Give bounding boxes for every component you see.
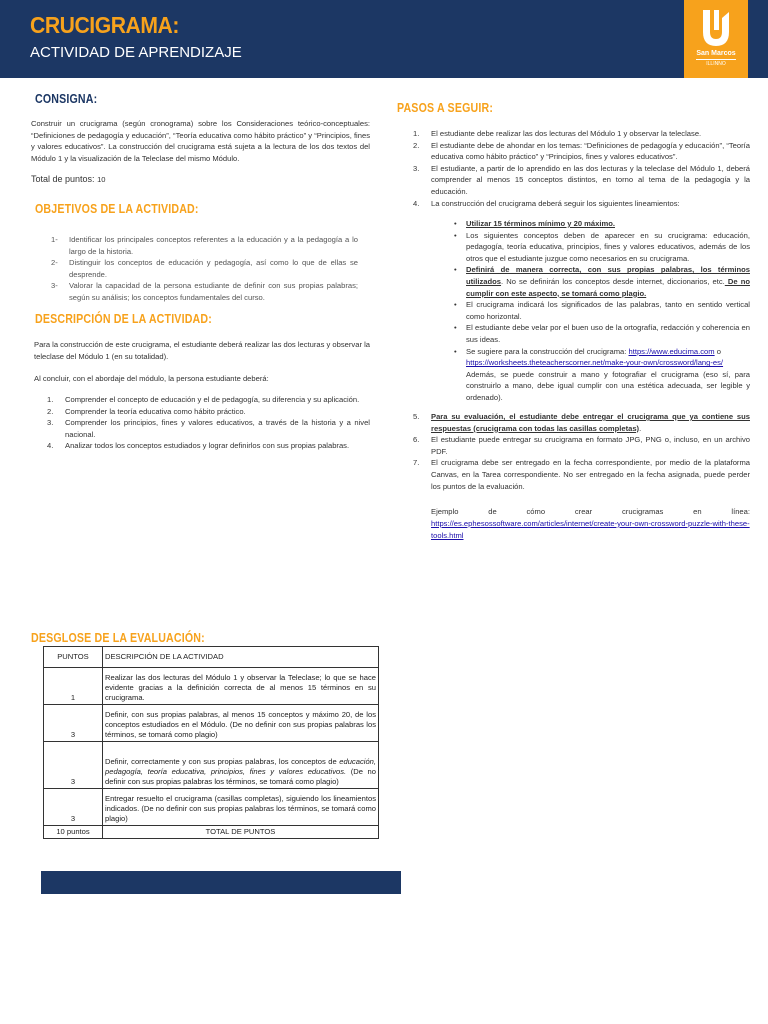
list-item: 2- Distinguir los conceptos de educación y pedagogía, así como lo que de ellas se desprende. [51, 258, 358, 279]
list-item: 7. El crucigrama debe ser entregado en la fecha correspondiente, por medio de la plataforma Canvas, en la Tarea correspondiente. No ser entregado en la fecha asignada, puede perder los puntos de la evaluación. [413, 458, 750, 491]
descripcion-p1: Para la construcción de este crucigrama, el estudiante deberá realizar las dos lecturas y observar la teleclase del Módulo 1 (en su totalidad). [34, 340, 370, 361]
desglose-heading: DESGLOSE DE LA EVALUACIÓN: [31, 631, 205, 645]
example-link[interactable]: https://es.ephesossoftware.com/articles/internet/create-your-own-crossword-puzzle-with-these-tools.html [431, 519, 750, 540]
col-desc-header: DESCRIPCIÓN DE LA ACTIVIDAD [103, 647, 379, 668]
list-item: • Se sugiere para la construcción del crucigrama: https://www.educima.com o https://worksheets.theteacherscorner.net/make-your-own/crossword/lang-es/ Además, se puede construir a mano y fotografiar el crucigrama (eso sí, para construirlo a mano, debe igual cumplir con una estética adecuada, ser legible y ordenado). [454, 346, 750, 404]
list-item: 2. Comprender la teoría educativa como hábito práctico. [47, 406, 246, 416]
table-row: 3 Definir, con sus propias palabras, al menos 15 conceptos y máximo 20, de los conceptos estudiados en el Módulo. (De no definir con sus propias palabras los términos, se tomará como plagio) [44, 705, 379, 742]
evaluation-table [43, 646, 379, 839]
list-item: 2. El estudiante debe de ahondar en los temas: “Definiciones de pedagogía y educación”, “Teoría educativa como hábito práctico” y “Principios, fines y valores educativos”. [413, 140, 750, 162]
list-item: 3. Comprender los principios, fines y valores educativos, a través de la historia y a nivel nacional. [47, 418, 370, 439]
list-item: 5. Para su evaluación, el estudiante debe entregar el crucigrama que ya contiene sus respuestas (crucigrama con todas las casillas completas). [413, 412, 750, 433]
logo-subtext: ILLINNO [706, 61, 726, 67]
logo-u-icon [701, 8, 731, 48]
teacherscorner-link[interactable]: https://worksheets.theteacherscorner.net/make-your-own/crossword/lang-es/ [466, 358, 724, 368]
descripcion-list [47, 394, 370, 452]
page-title: CRUCIGRAMA: [30, 12, 179, 38]
objetivos-list [51, 234, 358, 304]
list-item: • Definirá de manera correcta, con sus propias palabras, los términos utilizados. No se definirán los conceptos desde internet, diccionarios, etc. De no cumplir con este aspecto, se tomará como plagio. [454, 264, 750, 299]
table-total-row: 10 puntos TOTAL DE PUNTOS [44, 826, 379, 839]
list-item: 3. El estudiante, a partir de lo aprendido en las dos lecturas y la teleclase del Módulo 1, deberá comprender al menos 15 conceptos distintos, en torno al tema de la pedagogía y la educación. [413, 163, 750, 196]
list-item: • El estudiante debe velar por el buen uso de la ortografía, redacción y coherencia en sus ideas. [454, 322, 750, 345]
pasos-heading: PASOS A SEGUIR: [397, 101, 494, 115]
list-item: 4. Analizar todos los conceptos estudiados y lograr definirlos con sus propias palabras. [47, 441, 350, 451]
list-item: 4. La construcción del crucigrama deberá seguir los siguientes lineamientos: [413, 198, 680, 208]
table-row: 3 Definir, correctamente y con sus propias palabras, los conceptos de educación, pedagogía, teoría educativa, principios, fines y valores educativos. (De no definir con sus propias palabras los términos, se tomará como plagio) [44, 742, 379, 789]
footer-bar [41, 871, 401, 894]
total-points-value: 10 [97, 175, 106, 184]
page-subtitle: ACTIVIDAD DE APRENDIZAJE [30, 44, 242, 61]
logo-divider [696, 59, 736, 60]
example-link-wrap [431, 518, 750, 541]
consigna-heading: CONSIGNA: [35, 92, 98, 106]
list-item: 1. Comprender el concepto de educación y el de pedagogía, su diferencia y su aplicación. [47, 395, 360, 404]
list-item: 1- Identificar los principales conceptos referentes a la educación y a la pedagogía a lo largo de la historia. [51, 235, 358, 256]
list-item: 1. El estudiante debe realizar las dos lecturas del Módulo 1 y observar la teleclase. [413, 129, 702, 138]
total-points-line [31, 174, 231, 186]
table-row: 1 Realizar las dos lecturas del Módulo 1 y observar la Teleclase; lo que se hace evidente gracias a la definición correcta de al menos 15 términos en su crucigrama. [44, 668, 379, 705]
table-row: 3 Entregar resuelto el crucigrama (casillas completas), siguiendo los lineamientos indicados. (De no definir con sus propias palabras los términos, se tomará como plagio) [44, 789, 379, 826]
consigna-text: Construir un crucigrama (según cronograma) sobre los Consideraciones teórico-conceptuales: “Definiciones de pedagogía y educación”, “Teoría educativa como hábito práctico” y “Principios, fines y valores educativos”. La construcción del crucigrama está sujeta a la lectura de los dos textos del Módulo 1 y la visualización de la Teleclase del mismo Módulo. [31, 119, 370, 163]
university-logo [684, 0, 748, 78]
list-item: • El crucigrama indicará los significados de las palabras, tanto en sentido vertical como horizontal. [454, 299, 750, 322]
descripcion-p2: Al concluir, con el abordaje del módulo, la persona estudiante deberá: [34, 374, 269, 383]
list-item: 6. El estudiante puede entregar su crucigrama en formato JPG, PNG o, incluso, en un archivo PDF. [413, 435, 750, 456]
descripcion-heading: DESCRIPCIÓN DE LA ACTIVIDAD: [35, 312, 212, 326]
list-item: 3- Valorar la capacidad de la persona estudiante de definir con sus propias palabras; según su análisis; los conceptos fundamentales del curso. [51, 281, 358, 302]
total-points-label: Total de puntos: [31, 174, 95, 184]
pasos-list-2 [413, 411, 750, 492]
objetivos-heading: OBJETIVOS DE LA ACTIVIDAD: [35, 202, 199, 216]
pasos-list [413, 128, 750, 209]
list-item: • Los siguientes conceptos deben de aparecer en su crucigrama: educación, pedagogía, teoría educativa, principios, fines y valores educativos, además de los otros que el estudiante juzgue como necesarios en su crucigrama. [454, 230, 750, 265]
page-header [0, 0, 768, 78]
example-label: Ejemplo de cómo crear crucigramas en línea: [431, 507, 750, 516]
logo-text: San Marcos [696, 50, 736, 57]
educima-link[interactable]: https://www.educima.com [628, 346, 715, 356]
table-header-row [44, 647, 379, 668]
lineamientos-list [454, 218, 750, 404]
col-points-header: PUNTOS [44, 647, 103, 668]
list-item: • Utilizar 15 términos mínimo y 20 máximo. [454, 218, 750, 230]
